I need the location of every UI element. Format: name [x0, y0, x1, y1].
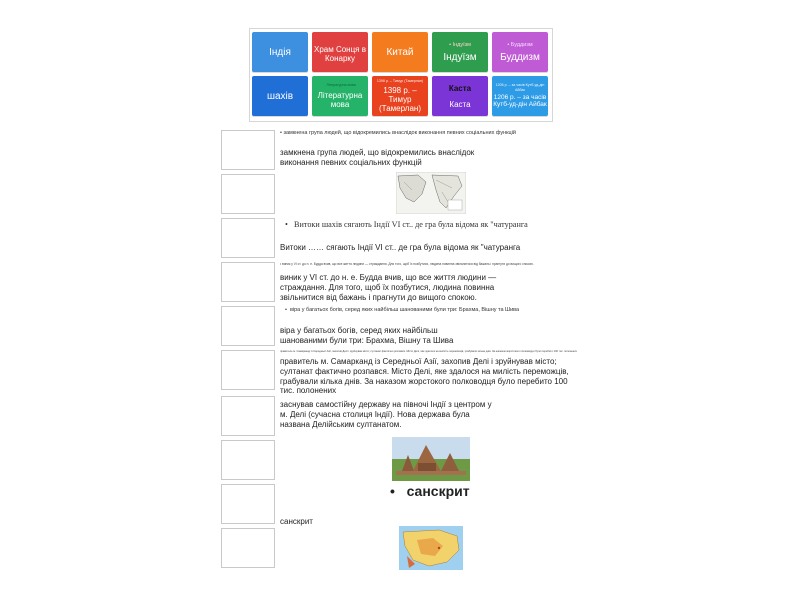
tile-india[interactable] [252, 32, 308, 72]
temple-image [392, 437, 470, 481]
tile-label: Буддизм [500, 52, 540, 63]
drop-box-9[interactable] [221, 484, 275, 524]
drop-box-5[interactable] [221, 306, 275, 346]
drop-box-10[interactable] [221, 528, 275, 568]
clue-1-small: замкнена група людей, що відокремились внаслідок виконання певних соціальних функцій [283, 130, 516, 136]
tile-aibak[interactable] [492, 76, 548, 116]
tile-bullet-label: Індуїзм [452, 42, 471, 48]
drop-box-6[interactable] [221, 350, 275, 390]
clue-9-big: санскрит [406, 483, 470, 499]
clue-1-image-text: • замкнена група людей, що відокремились внаслідок виконання певних соціальних функцій [280, 130, 516, 136]
map-image [396, 172, 466, 214]
tile-china[interactable] [372, 32, 428, 72]
tile-bullet-text: • Буддизм [507, 42, 533, 48]
clue-6-tiny: правитель м. Самарканд із Середньої Азії, захопив Делі і зруйнував місто; султанат фактично розпався. Місто Делі, яке здалося на милість переможців, грабували кілька днів. За наказом жорстокого полководця було перебито 100 тис. полонених [280, 350, 577, 353]
tile-literary-language[interactable] [312, 76, 368, 116]
clue-3-text: Витоки …… сягають Індії VI ст.. де гра була відома як "чатуранга [280, 243, 521, 252]
tile-small-text: Каста [448, 83, 472, 93]
drop-box-4[interactable] [221, 262, 275, 302]
tile-label: Індуїзм [443, 52, 477, 63]
tile-timur[interactable] [372, 76, 428, 116]
drop-box-8[interactable] [221, 440, 275, 480]
tile-label: Китай [386, 46, 414, 58]
tile-label: 1206 р. – за часів Кутб-уд-дін Айбак [493, 93, 547, 109]
tile-sun-temple[interactable] [312, 32, 368, 72]
tile-bullet-text: • Індуїзм [449, 42, 471, 48]
tile-bank [249, 28, 553, 122]
tile-small-text: 1398 р. – Тимур (Тамерлан) [376, 79, 424, 84]
tile-label: Індія [269, 46, 291, 58]
clue-6-text: правитель м. Самарканд із Середньої Азії, захопив Делі і зруйнував місто; султанат фактично розпався. Місто Делі, яке здалося на милість переможців, грабували кілька днів. За наказом жорстокого полководця було перебито 100 тис. полонених [280, 357, 569, 396]
tile-label: 1398 р. – Тимур (Тамерлан) [379, 85, 421, 113]
clue-5-text: віра у багатьох богів, серед яких найбільш шанованими були три: Брахма, Вішну та Шива [280, 326, 454, 345]
tile-small-text: • Літературна мова [324, 83, 356, 88]
clue-4-tiny: виник у VI ст. до н. е. Будда вчив, що все життя людини — страждання. Для того, щоб їх позбутися, людина повинна звільнитися від бажань і прагнути до вищого спокою. [282, 262, 534, 266]
tile-label: Літературна мова [317, 90, 363, 109]
tile-label: Каста [449, 99, 471, 109]
clue-6-image-text [280, 350, 580, 353]
clue-1-text: замкнена група людей, що відокремились внаслідок виконання певних соціальних функцій [280, 148, 475, 167]
clue-5-image-text: • віра у багатьох богів, серед яких найбільш шанованими були три: Брахма, Вішну та Шива [285, 307, 520, 313]
clue-5-small: віра у багатьох богів, серед яких найбільш шанованими були три: Брахма, Вішну та Шива [289, 307, 520, 313]
drop-box-3[interactable] [221, 218, 275, 258]
tile-buddhism[interactable] [492, 32, 548, 72]
clue-8-temple-image [392, 437, 470, 481]
drop-box-1[interactable] [221, 130, 275, 170]
clue-9-image-text: • санскрит [390, 483, 470, 499]
tile-small-text: 1206 р. – за часів Кутб-уд-дін Айбак [495, 83, 545, 92]
tile-label: шахів [266, 90, 294, 102]
tile-faint-text: · [339, 40, 341, 45]
clue-4-image-text: • виник у VI ст. до н. е. Будда вчив, що все життя людини — страждання. Для того, щоб їх позбутися, людина повинна звільнитися від бажань і прагнути до вищого спокою. [280, 262, 534, 266]
drop-box-7[interactable] [221, 396, 275, 436]
clue-2-map-image [396, 172, 466, 214]
clue-3-serif: Витоки шахів сягають Індії VI ст.. де гра була відома як "чатуранга [294, 220, 528, 229]
clue-10-map-image [399, 526, 463, 570]
china-map-image [399, 526, 463, 570]
clue-4-text: виник у VI ст. до н. е. Будда вчив, що все життя людини — страждання. Для того, щоб їх позбутися, людина повинна звільнитися від бажань і прагнути до вищого спокою. [280, 273, 497, 302]
clue-7-text: заснував самостійну державу на півночі Індії з центром у м. Делі (сучасна столиця Індії). Нова держава була названа Делійським султанатом. [280, 400, 492, 429]
drop-box-2[interactable] [221, 174, 275, 214]
clue-3-image-text: • Витоки шахів сягають Індії VI ст.. де гра була відома як "чатуранга [285, 220, 528, 229]
tile-small-label: Літературна мова [326, 83, 356, 88]
tile-caste[interactable] [432, 76, 488, 116]
tile-chess[interactable] [252, 76, 308, 116]
tile-hinduism[interactable] [432, 32, 488, 72]
tile-bullet-label: Буддизм [510, 42, 533, 48]
tile-label: Храм Сонця в Конарку [314, 45, 366, 64]
clue-9-text: санскрит [280, 517, 313, 526]
